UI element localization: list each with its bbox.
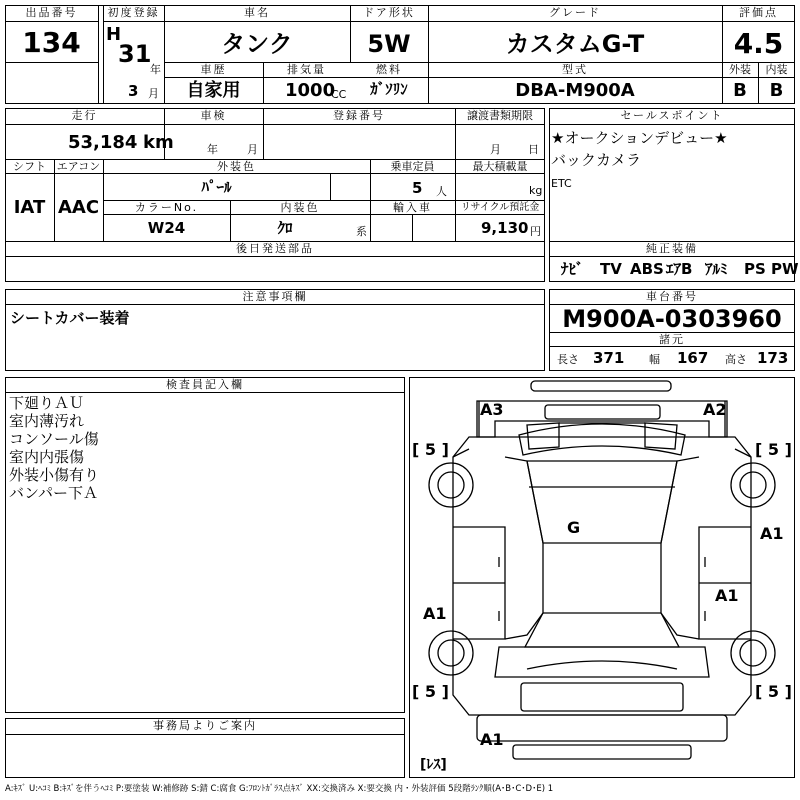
exterior-grade: B	[733, 80, 747, 101]
office-label: 事務局よりご案内	[153, 719, 257, 732]
fuel-label: 燃料	[376, 63, 402, 76]
equipment-pw: PW	[771, 260, 799, 278]
height-label: 高さ	[725, 353, 747, 366]
capacity-unit: 人	[436, 185, 447, 198]
load-unit: kg	[529, 184, 543, 197]
height-value: 173	[757, 349, 789, 367]
color-number: W24	[147, 219, 186, 237]
displacement-unit: CC	[331, 88, 347, 101]
chassis-label: 車台番号	[646, 290, 698, 303]
damage-a3: A3	[480, 400, 504, 419]
inspector-line-6: バンパー下Ａ	[9, 484, 98, 502]
interior-color: ｸﾛ	[277, 219, 293, 237]
lot-number: 134	[22, 26, 81, 59]
inspector-line-2: 室内薄汚れ	[9, 412, 85, 430]
tire-front-left: [ 5 ]	[412, 440, 449, 459]
equipment-abs: ABS	[630, 260, 664, 278]
equipment-label: 純正装備	[646, 242, 698, 255]
equipment-tv: TV	[600, 260, 622, 278]
damage-g: G	[567, 518, 581, 537]
score-label: 評価点	[739, 6, 778, 19]
mileage-unit: km	[143, 132, 174, 153]
door-type: 5W	[367, 30, 411, 58]
length-value: 371	[593, 349, 625, 367]
model-label: 型式	[562, 63, 588, 76]
reg-month: 3	[128, 82, 139, 100]
recycle-label: リサイクル預託金	[460, 202, 540, 213]
door-label: ドア形状	[363, 6, 415, 19]
damage-a2: A2	[703, 400, 727, 419]
exterior-label: 外装	[729, 63, 751, 76]
equipment-nav: ﾅﾋﾞ	[561, 260, 584, 278]
car-diagram	[409, 377, 795, 778]
sales-points-label: セールスポイント	[620, 109, 724, 122]
score: 4.5	[733, 27, 784, 60]
interior-grade: B	[769, 80, 784, 101]
reg-month-unit: 月	[148, 87, 159, 100]
reg-era: H	[106, 24, 122, 45]
equipment-airbag: ｴｱB	[666, 260, 693, 278]
grade: カスタムG-T	[505, 30, 645, 58]
damage-a1-door: A1	[715, 586, 739, 605]
capacity-label: 乗車定員	[390, 160, 435, 173]
inspector-line-5: 外装小傷有り	[9, 466, 100, 484]
interior-label: 内装	[765, 63, 788, 76]
inspector-line-4: 室内内張傷	[9, 448, 85, 466]
fuel: ｶﾞｿﾘﾝ	[370, 80, 408, 98]
reg-label: 初度登録	[107, 6, 160, 19]
tire-rear-right: [ 5 ]	[755, 682, 792, 701]
grade-label: グレード	[549, 6, 601, 19]
sales-point-1: ★オークションデビュー★	[551, 129, 728, 147]
ac-label: エアコン	[56, 160, 101, 173]
reg-year-unit: 年	[150, 63, 161, 76]
mileage: 53,184	[68, 132, 138, 153]
tire-rear-left: [ 5 ]	[412, 682, 449, 701]
model: DBA-M900A	[515, 80, 635, 101]
import-label: 輸入車	[393, 201, 432, 214]
displacement: 1000	[285, 80, 336, 101]
inspection-year-unit: 年	[207, 143, 218, 156]
inspector-line-1: 下廻りＡＵ	[9, 394, 85, 412]
damage-legend: A:ｷｽﾞ U:ﾍｺﾐ B:ｷｽﾞを伴うﾍｺﾐ P:要塗装 W:補修跡 S:錆 C:腐食 G:ﾌﾛﾝﾄｶﾞﾗｽ点ｷｽﾞ XX:交換済み X:要交換 内・外装評価 5段階ﾗﾝｸ順(A･B･C･D･E) 1	[5, 784, 554, 794]
lot-label: 出品番号	[25, 6, 78, 19]
width-label: 幅	[649, 353, 660, 366]
recycle-deposit: 9,130	[481, 219, 529, 237]
spec-label: 諸元	[659, 333, 685, 346]
reg-year: 31	[118, 40, 152, 68]
notes-label: 注意事項欄	[242, 290, 308, 303]
car-name: タンク	[221, 30, 293, 58]
inspector-label: 検査員記入欄	[166, 378, 244, 391]
history: 自家用	[186, 80, 241, 101]
transfer-month-unit: 月	[490, 143, 501, 156]
inspection-month-unit: 月	[247, 143, 258, 156]
damage-a1-left: A1	[423, 604, 447, 623]
exterior-color: ﾊﾟｰﾙ	[201, 178, 232, 196]
shift-label: シフト	[13, 160, 46, 173]
transfer-day-unit: 日	[528, 143, 539, 156]
equipment-alloy: ｱﾙﾐ	[705, 260, 728, 278]
transfer-label: 譲渡書類期限	[467, 109, 533, 122]
color-label: 外装色	[217, 160, 256, 173]
load-label: 最大積載量	[472, 160, 528, 173]
chassis-number: M900A-0303960	[562, 305, 782, 333]
regno-label: 登録番号	[333, 109, 385, 122]
notes-text: シートカバー装着	[10, 309, 130, 327]
interior-color-unit: 系	[356, 225, 367, 238]
damage-a1-right: A1	[760, 524, 784, 543]
displacement-label: 排気量	[287, 63, 326, 76]
car-name-label: 車名	[244, 6, 270, 19]
later-parts-label: 後日発送部品	[236, 242, 314, 255]
damage-a1-bottom: A1	[480, 730, 504, 749]
inspector-line-3: コンソール傷	[9, 430, 99, 448]
mileage-label: 走行	[71, 109, 98, 122]
spare-tire: [ﾚｽ]	[420, 757, 447, 773]
sales-point-3: ETC	[551, 177, 572, 190]
shift: IAT	[13, 197, 46, 218]
colorno-label: カラーNo.	[134, 201, 199, 214]
history-label: 車歴	[200, 63, 227, 76]
sales-point-2: バックカメラ	[551, 151, 642, 169]
intcolor-label: 内装色	[280, 201, 320, 214]
length-label: 長さ	[557, 353, 579, 366]
capacity: 5	[412, 179, 423, 197]
width-value: 167	[677, 349, 709, 367]
recycle-unit: 円	[530, 225, 541, 238]
air-conditioner: AAC	[57, 197, 100, 218]
inspection-label: 車検	[200, 109, 227, 122]
equipment-ps: PS	[744, 260, 766, 278]
tire-front-right: [ 5 ]	[755, 440, 792, 459]
